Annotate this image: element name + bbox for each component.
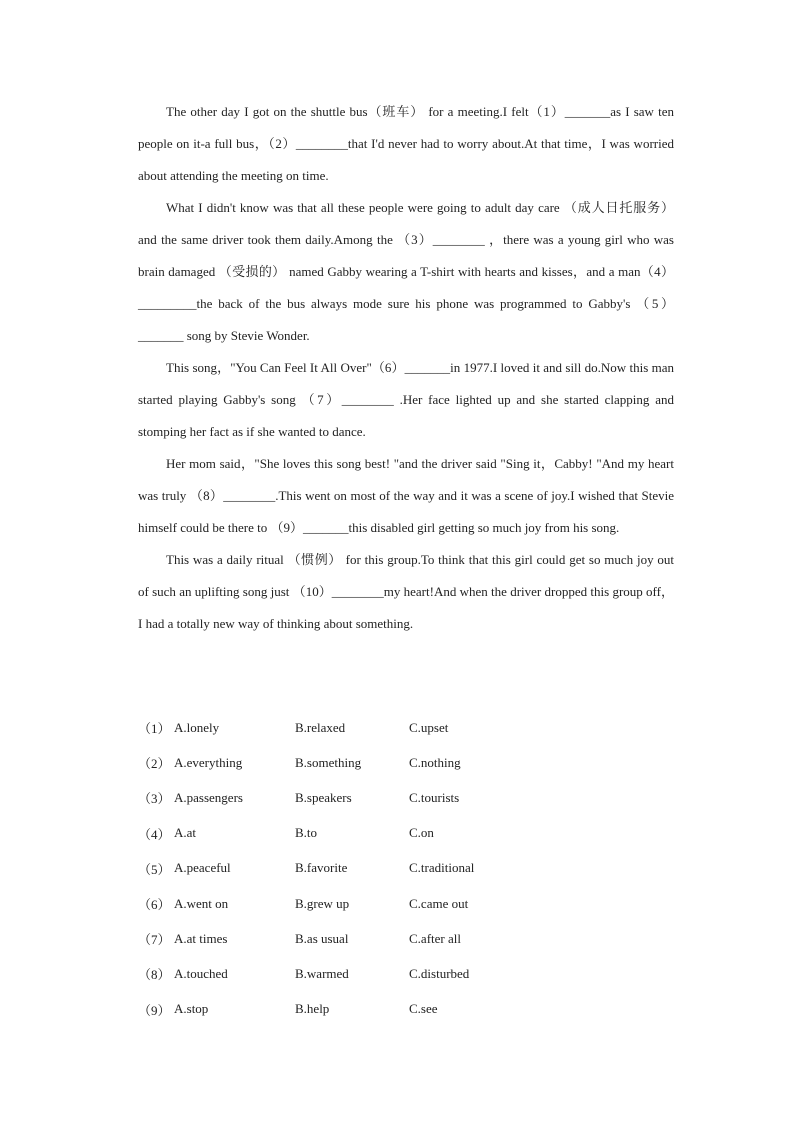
option-row bbox=[138, 921, 678, 956]
question-number: （8） bbox=[138, 967, 171, 983]
option-row bbox=[138, 992, 678, 1027]
question-number: （1） bbox=[138, 721, 171, 737]
option-b: B.speakers bbox=[295, 789, 352, 805]
option-a: A.everything bbox=[174, 754, 243, 770]
option-row bbox=[138, 886, 678, 921]
option-b: B.something bbox=[295, 754, 362, 770]
option-a: A.went on bbox=[174, 895, 229, 911]
option-c: C.tourists bbox=[409, 789, 460, 805]
option-b: B.to bbox=[295, 825, 318, 841]
option-c: C.came out bbox=[409, 895, 469, 911]
option-row bbox=[138, 710, 678, 745]
question-number: （5） bbox=[138, 861, 171, 877]
option-b: B.favorite bbox=[295, 860, 348, 876]
option-b: B.relaxed bbox=[295, 719, 346, 735]
option-a: A.at times bbox=[174, 930, 228, 946]
paragraph-1: The other day I got on the shuttle bus（班车） for a meeting.I felt（1）_______as I saw ten people on it-a full bus，（2）________that I'd never had to worry about.At that time，I was worried about attending the meeting on time. bbox=[138, 104, 674, 183]
option-a: A.touched bbox=[174, 965, 228, 981]
cloze-passage bbox=[138, 96, 674, 640]
option-row bbox=[138, 956, 678, 991]
option-b: B.help bbox=[295, 1001, 330, 1017]
option-row bbox=[138, 816, 678, 851]
option-b: B.as usual bbox=[295, 930, 349, 946]
option-c: C.upset bbox=[409, 719, 449, 735]
paragraph-4: Her mom said，"She loves this song best! "and the driver said "Sing it，Cabby! "And my heart was truly （8）________.This went on most of the way and it was a scene of joy.I wished that Stevie himself could be there to （9）_______this disabled girl getting so much joy from his song. bbox=[138, 456, 674, 535]
option-c: C.disturbed bbox=[409, 965, 470, 981]
option-a: A.lonely bbox=[174, 719, 220, 735]
answer-options bbox=[138, 710, 678, 1027]
question-number: （4） bbox=[138, 826, 171, 842]
option-a: A.passengers bbox=[174, 789, 243, 805]
option-b: B.grew up bbox=[295, 895, 350, 911]
paragraph-3: This song，"You Can Feel It All Over"（6）_______in 1977.I loved it and sill do.Now this man started playing Gabby's song （7）________ .Her face lighted up and she started clapping and stomping her fact as if she wanted to dance. bbox=[138, 360, 674, 439]
option-c: C.see bbox=[409, 1001, 438, 1017]
option-row bbox=[138, 851, 678, 886]
question-number: （3） bbox=[138, 791, 171, 807]
question-number: （9） bbox=[138, 1002, 171, 1018]
option-c: C.nothing bbox=[409, 754, 461, 770]
option-row bbox=[138, 780, 678, 815]
option-a: A.peaceful bbox=[174, 860, 231, 876]
paragraph-5: This was a daily ritual （惯例） for this group.To think that this girl could get so much joy out of such an uplifting song just （10）________my heart!And when the driver dropped this group off，I had a totally new way of thinking about something. bbox=[138, 552, 674, 631]
option-a: A.stop bbox=[174, 1001, 209, 1017]
question-number: （7） bbox=[138, 932, 171, 948]
question-number: （6） bbox=[138, 897, 171, 913]
option-b: B.warmed bbox=[295, 965, 349, 981]
option-row bbox=[138, 745, 678, 780]
option-c: C.after all bbox=[409, 930, 461, 946]
paragraph-2: What I didn't know was that all these people were going to adult day care （成人日托服务） and the same driver took them daily.Among the （3）________ ，there was a young girl who was brain damaged （受损的） named Gabby wearing a T-shirt with hearts and kisses，and a man（4）_________the back of the bus always mode sure his phone was programmed to Gabby's （5）_______ song by Stevie Wonder. bbox=[138, 200, 674, 343]
option-a: A.at bbox=[174, 825, 197, 841]
question-number: （2） bbox=[138, 756, 171, 772]
option-c: C.traditional bbox=[409, 860, 475, 876]
option-c: C.on bbox=[409, 825, 434, 841]
